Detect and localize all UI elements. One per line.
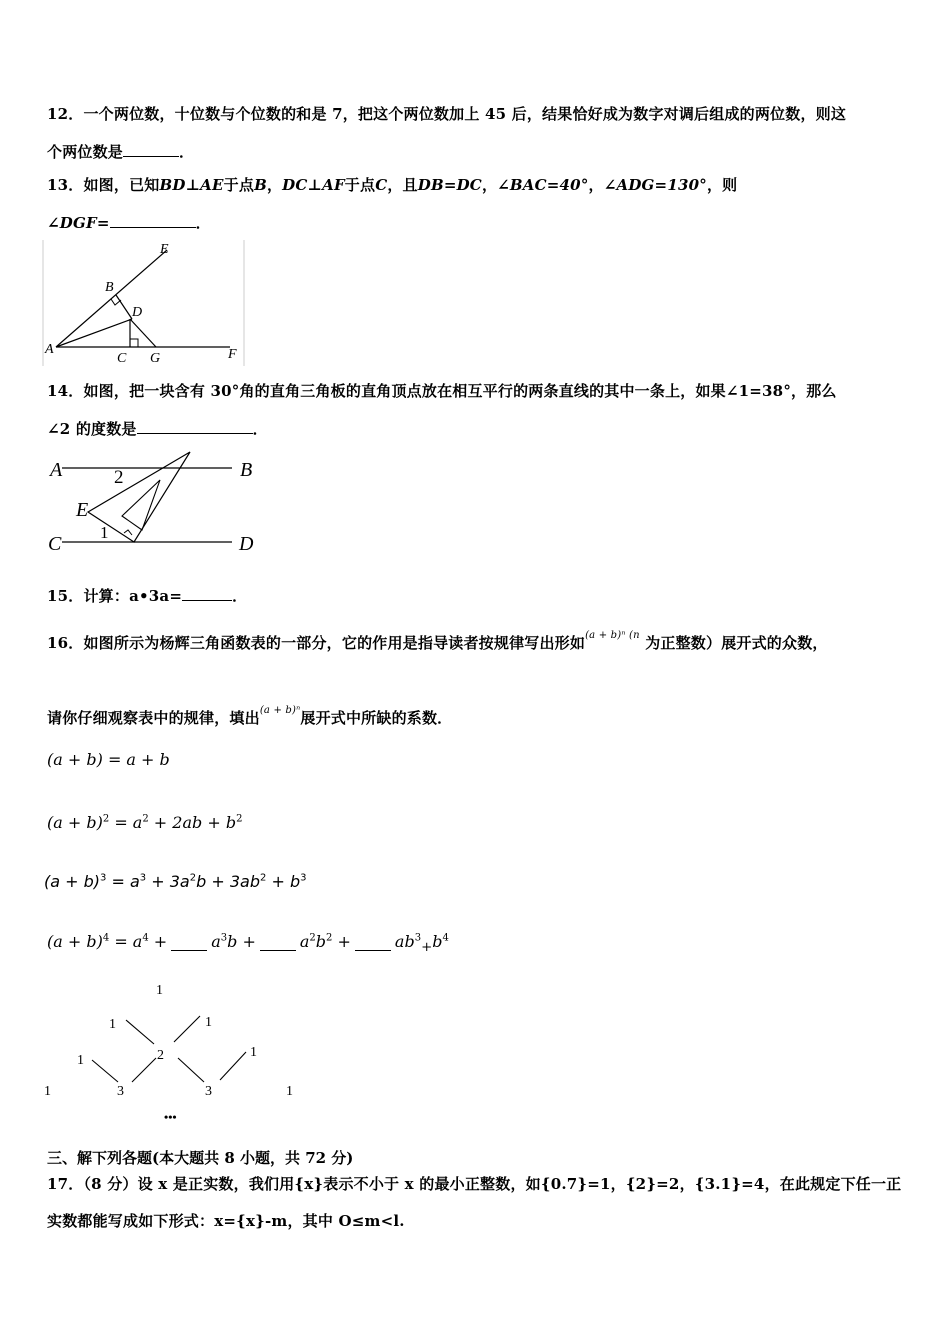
q13-label-g: G bbox=[150, 351, 161, 366]
q12-line2-suffix: ． bbox=[179, 143, 195, 161]
triangle-row1-0: 1 bbox=[109, 1017, 116, 1032]
q12-answer-blank bbox=[123, 142, 179, 157]
q16-line1 bbox=[47, 632, 828, 653]
formula3-t4: + b bbox=[266, 872, 301, 891]
formula1-rhs: = a + b bbox=[107, 750, 170, 769]
q13-text6: ， bbox=[588, 176, 604, 194]
q14-label-b: B bbox=[240, 459, 253, 481]
q12-line2-prefix: 个两位数是 bbox=[47, 143, 124, 161]
q15-answer-blank bbox=[182, 586, 232, 601]
formula2-mid: + 2ab + b bbox=[148, 813, 237, 832]
q16-line1-formula: (a + b)ⁿ (n bbox=[585, 630, 640, 641]
formula4-m2e: 2 bbox=[309, 932, 316, 944]
q13-label-b: B bbox=[105, 280, 114, 295]
formula3-t2: + 3a bbox=[146, 872, 190, 891]
formula4-blank-2 bbox=[260, 950, 296, 951]
formula2-end-exp: 2 bbox=[236, 813, 243, 825]
formula3-e4: 3 bbox=[300, 872, 307, 884]
q13-label-c: C bbox=[117, 351, 127, 366]
formula4-exp: 4 bbox=[102, 932, 110, 944]
q13-line2 bbox=[47, 212, 211, 233]
q13-label-a: A bbox=[45, 342, 54, 357]
triangle-row3-2: 3 bbox=[205, 1084, 212, 1099]
q13-text2: ， bbox=[266, 176, 283, 194]
q13-point-b: B bbox=[254, 176, 267, 194]
formula4-t1: = a bbox=[114, 932, 143, 951]
q16-formula-1 bbox=[47, 750, 170, 769]
q13-cond-bd-ae: BD⊥AE bbox=[159, 176, 224, 194]
formula4-m2s: b bbox=[315, 932, 327, 951]
section3-title: 三、解下列各题(本大题共 8 小题，共 72 分) bbox=[47, 1149, 354, 1167]
formula3-t3: b + 3ab bbox=[196, 872, 260, 891]
formula3-e3: 2 bbox=[259, 872, 267, 884]
formula3-lhs: (a + b) bbox=[44, 872, 101, 891]
q16-line1-suffix: 为正整数）展开式的众数， bbox=[645, 634, 828, 652]
q17-line2: 实数都能写成如下形式：x={x}-m，其中 O≤m<l. bbox=[47, 1212, 405, 1230]
formula4-blank-1 bbox=[171, 950, 207, 951]
formula4-plus1: + bbox=[148, 932, 168, 951]
q13-text3: 于点 bbox=[344, 176, 376, 194]
q16-line1-prefix: 16．如图所示为杨辉三角函数表的一部分，它的作用是指导读者按规律写出形如 bbox=[47, 634, 586, 652]
q14-triangle-figure bbox=[42, 450, 267, 558]
triangle-ellipsis: ••• bbox=[164, 1110, 177, 1124]
formula4-blank-3 bbox=[355, 950, 391, 951]
triangle-row3-3: 1 bbox=[286, 1084, 293, 1099]
formula3-e1: 3 bbox=[139, 872, 147, 884]
q13-label-f: F bbox=[228, 347, 237, 362]
triangle-connector-lines bbox=[80, 1012, 260, 1092]
triangle-row0-0: 1 bbox=[156, 983, 163, 998]
q13-label-d: D bbox=[132, 305, 143, 320]
triangle-row3-1: 3 bbox=[117, 1084, 124, 1099]
formula4-e1: 4 bbox=[142, 932, 149, 944]
q12-line1: 12．一个两位数，十位数与个位数的和是 7，把这个两位数加上 45 后，结果恰好成为数字对调后组成的两位数，则这 bbox=[47, 105, 847, 123]
q14-line1: 14．如图，把一块含有 30°角的直角三角板的直角顶点放在相互平行的两条直线的其中一条上，如果∠1=38°，那么 bbox=[47, 382, 837, 400]
q16-line2-formula: (a + b)ⁿ bbox=[259, 705, 301, 716]
triangle-row1-1: 1 bbox=[205, 1015, 212, 1030]
q13-cond-adg: ∠ADG=130° bbox=[603, 176, 707, 194]
q13-answer-blank bbox=[110, 213, 196, 228]
q12-line2 bbox=[47, 141, 194, 162]
q13-label-e: E bbox=[160, 242, 169, 257]
formula4-m2e2: 2 bbox=[326, 932, 333, 944]
q13-cond-bac: ∠BAC=40° bbox=[497, 176, 589, 194]
q15-suffix: ． bbox=[232, 587, 248, 605]
q13-line2-prefix: ∠DGF= bbox=[47, 214, 110, 232]
formula1-lhs: (a + b) bbox=[47, 750, 103, 769]
triangle-row2-1: 2 bbox=[157, 1048, 164, 1063]
q13-text4: ，且 bbox=[387, 176, 418, 194]
q13-text5: ， bbox=[481, 176, 498, 194]
q13-point-c: C bbox=[375, 176, 388, 194]
q16-line2-suffix: 展开式中所缺的系数． bbox=[300, 709, 453, 727]
formula4-m1: a bbox=[211, 932, 221, 951]
q13-text7: ，则 bbox=[706, 176, 738, 194]
formula4-m2t: + bbox=[332, 932, 351, 951]
q14-line2 bbox=[47, 418, 268, 439]
q13-prefix: 13．如图，已知 bbox=[47, 176, 160, 194]
q15-line bbox=[47, 585, 247, 606]
formula4-m3e: 3 bbox=[414, 932, 422, 944]
q14-label-e: E bbox=[76, 499, 89, 521]
formula2-rhs-a-exp: 2 bbox=[142, 813, 149, 825]
triangle-row2-2: 1 bbox=[250, 1045, 257, 1060]
q13-cond-dc-af: DC⊥AF bbox=[282, 176, 345, 194]
formula3-e2: 2 bbox=[189, 872, 197, 884]
formula3-t1: = a bbox=[111, 872, 140, 891]
formula4-lhs: (a + b) bbox=[47, 932, 103, 951]
formula4-m1s: b + bbox=[227, 932, 256, 951]
triangle-row3-0: 1 bbox=[44, 1084, 51, 1099]
formula4-plus4: + bbox=[421, 940, 433, 956]
q15-prefix: 15．计算：a•3a= bbox=[47, 587, 183, 605]
q14-label-c: C bbox=[48, 533, 62, 555]
q17-line1: 17．（8 分）设 x 是正实数，我们用{x}表示不小于 x 的最小正整数，如{0.7}=1，{2}=2，{3.1}=4，在此规定下任一正 bbox=[47, 1175, 902, 1193]
formula4-m1e: 3 bbox=[220, 932, 228, 944]
q14-line2-suffix: ． bbox=[252, 420, 268, 438]
formula2-exp: 2 bbox=[102, 813, 110, 825]
q14-label-d: D bbox=[239, 533, 254, 555]
formula2-lhs: (a + b) bbox=[47, 813, 103, 832]
q13-line1 bbox=[47, 174, 737, 195]
formula4-end-exp: 4 bbox=[442, 932, 449, 944]
formula4-m2: a bbox=[299, 932, 310, 951]
q16-formula-3 bbox=[44, 872, 306, 891]
q16-line2 bbox=[47, 707, 452, 728]
q16-formula-2 bbox=[47, 813, 242, 832]
q14-line2-prefix: ∠2 的度数是 bbox=[47, 420, 137, 438]
formula3-exp: 3 bbox=[100, 872, 107, 884]
q13-geometry-figure bbox=[42, 240, 247, 368]
triangle-row2-0: 1 bbox=[77, 1053, 84, 1068]
q16-formula-4 bbox=[47, 932, 449, 955]
formula2-rhs-a: = a bbox=[114, 813, 143, 832]
formula4-end: b bbox=[432, 932, 443, 951]
formula4-m3: ab bbox=[394, 932, 415, 951]
q14-answer-blank bbox=[137, 419, 253, 434]
q14-label-a: A bbox=[50, 459, 63, 481]
q14-label-angle1: 1 bbox=[100, 523, 109, 542]
q14-label-angle2: 2 bbox=[114, 467, 124, 488]
q13-cond-db-dc: DB=DC bbox=[417, 176, 482, 194]
q13-text1: 于点 bbox=[223, 176, 255, 194]
q16-line2-prefix: 请你仔细观察表中的规律，填出 bbox=[47, 709, 260, 727]
q13-line2-suffix: ． bbox=[195, 214, 211, 232]
